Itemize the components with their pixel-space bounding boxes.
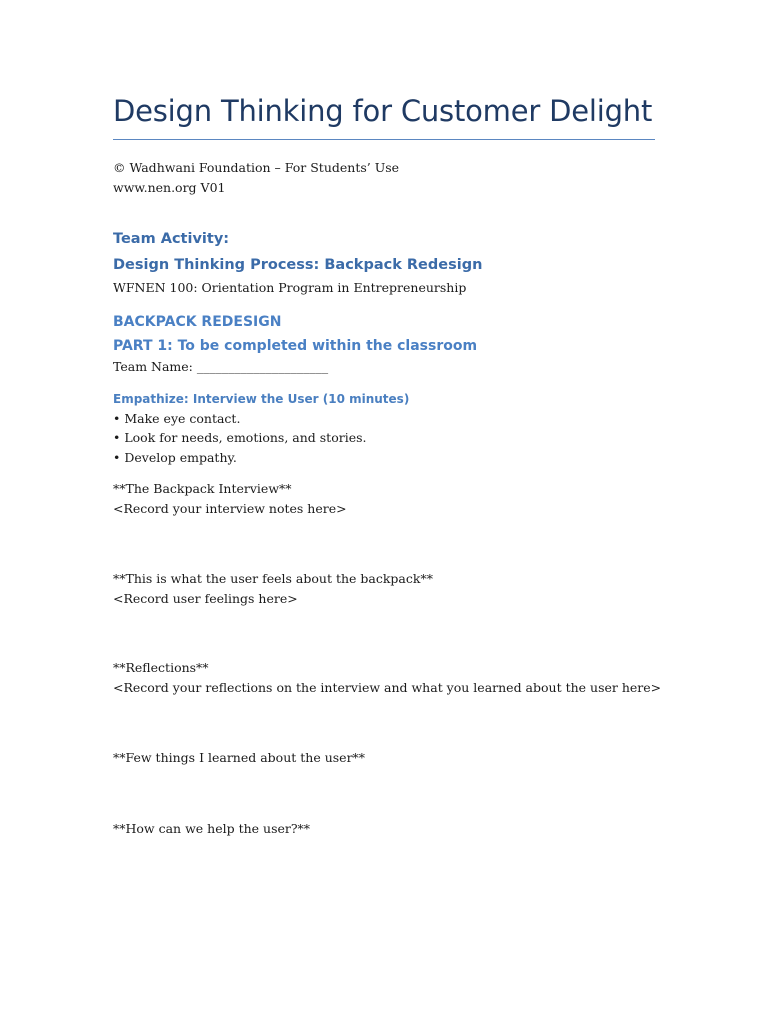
process-heading: Design Thinking Process: Backpack Redesign — [113, 257, 483, 273]
interview-heading: **The Backpack Interview** — [113, 481, 292, 496]
bullet-item: • Make eye contact. — [113, 411, 241, 426]
bullet-item: • Look for needs, emotions, and stories. — [113, 430, 367, 445]
program-line: WFNEN 100: Orientation Program in Entrepreneurship — [113, 280, 467, 295]
feelings-prompt: <Record user feelings here> — [113, 591, 298, 606]
interview-prompt: <Record your interview notes here> — [113, 501, 347, 516]
feelings-heading: **This is what the user feels about the backpack** — [113, 571, 433, 586]
version-line: www.nen.org V01 — [113, 180, 226, 195]
team-name-field: Team Name: _____________________ — [113, 359, 329, 374]
bullet-item: • Develop empathy. — [113, 450, 237, 465]
empathize-heading: Empathize: Interview the User (10 minutes) — [113, 392, 410, 406]
title-divider — [113, 139, 655, 140]
part-title: PART 1: To be completed within the classroom — [113, 338, 478, 354]
reflections-prompt: <Record your reflections on the interview and what you learned about the user here> — [113, 680, 662, 695]
document-title: Design Thinking for Customer Delight — [113, 94, 653, 128]
help-heading: **How can we help the user?** — [113, 821, 311, 836]
reflections-heading: **Reflections** — [113, 660, 209, 675]
team-activity-heading: Team Activity: — [113, 231, 230, 247]
section-title: BACKPACK REDESIGN — [113, 314, 282, 330]
copyright-line: © Wadhwani Foundation – For Students’ Use — [113, 160, 400, 175]
learned-heading: **Few things I learned about the user** — [113, 750, 366, 765]
